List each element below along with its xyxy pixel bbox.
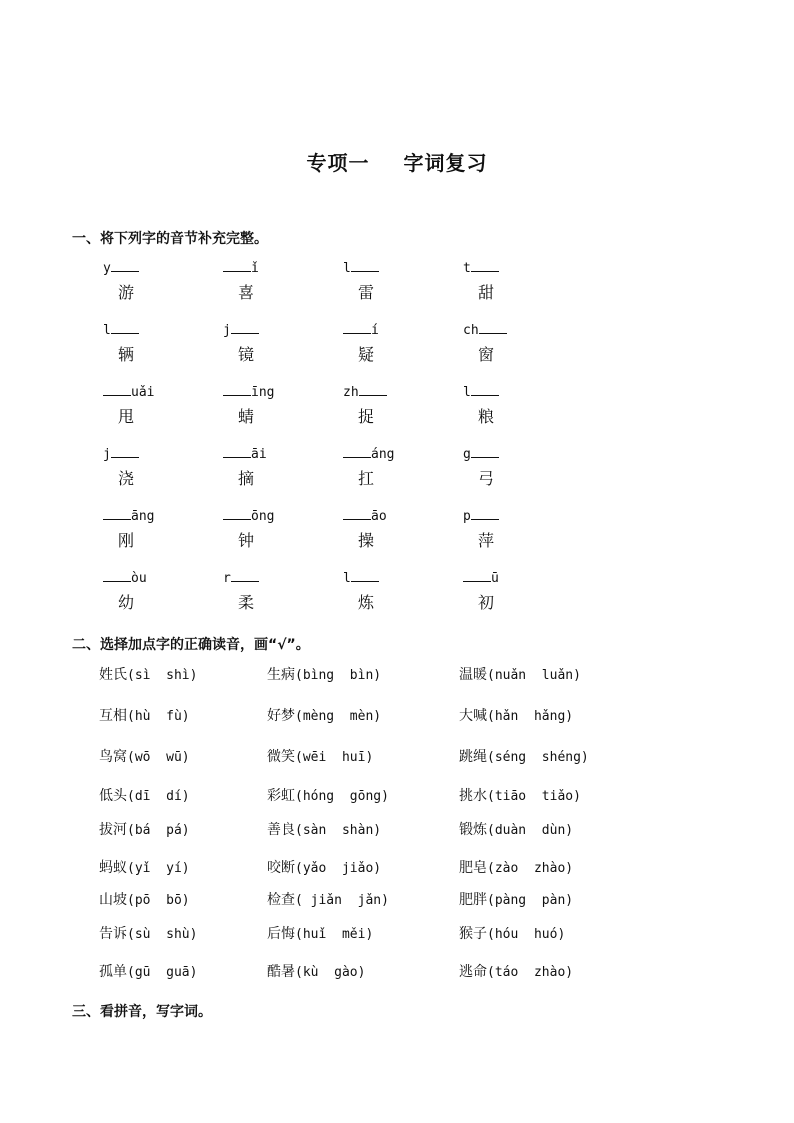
syllable-pinyin (103, 444, 203, 464)
syllable-item (463, 320, 563, 370)
fill-blank[interactable] (111, 320, 139, 334)
syllable-pinyin (343, 506, 443, 526)
section2-row (0, 664, 794, 705)
pronunciation-question[interactable] (267, 746, 373, 766)
fill-blank[interactable] (111, 444, 139, 458)
syllable-character: 浇 (118, 469, 135, 488)
question-word: 温暖 (459, 667, 487, 683)
syllable-item (343, 258, 443, 308)
pronunciation-question[interactable] (99, 664, 197, 684)
fill-blank[interactable] (471, 444, 499, 458)
pinyin-suffix: í (371, 323, 379, 338)
fill-blank[interactable] (471, 258, 499, 272)
syllable-pinyin (223, 382, 323, 402)
syllable-character: 辆 (118, 345, 135, 364)
pinyin-options[interactable]: (sù shù) (127, 927, 198, 942)
question-word: 锻炼 (459, 822, 487, 838)
fill-blank[interactable] (223, 506, 251, 520)
pinyin-suffix: āng (131, 509, 155, 524)
syllable-item (223, 444, 323, 494)
pinyin-options[interactable]: (tiāo tiǎo) (487, 789, 581, 804)
fill-blank[interactable] (351, 568, 379, 582)
pinyin-options[interactable]: (kù gào) (295, 965, 366, 980)
syllable-character: 蜻 (238, 407, 255, 426)
syllable-item (103, 320, 203, 370)
syllable-item (463, 258, 563, 308)
pronunciation-question[interactable] (99, 746, 190, 766)
syllable-item (223, 506, 323, 556)
section2-row (0, 819, 794, 857)
question-word: 跳绳 (459, 749, 487, 765)
syllable-character: 幼 (118, 593, 135, 612)
pinyin-prefix: j (103, 447, 111, 462)
pronunciation-question[interactable] (267, 819, 381, 839)
pinyin-options[interactable]: (wēi huī) (295, 750, 374, 765)
pinyin-prefix: zh (343, 385, 359, 400)
pronunciation-question[interactable] (267, 889, 389, 909)
syllable-character: 粮 (478, 407, 495, 426)
pronunciation-question[interactable] (459, 746, 589, 766)
syllable-character: 钟 (238, 531, 255, 550)
syllable-item (103, 506, 203, 556)
pinyin-options[interactable]: (yǐ yí) (127, 861, 190, 876)
syllable-character: 操 (358, 531, 375, 550)
pinyin-prefix: g (463, 447, 471, 462)
question-word: 肥胖 (459, 892, 487, 908)
pinyin-suffix: uǎi (131, 385, 155, 400)
pinyin-prefix: r (223, 571, 231, 586)
pronunciation-question[interactable] (99, 785, 190, 805)
syllable-character: 镜 (238, 345, 255, 364)
syllable-pinyin (343, 382, 443, 402)
syllable-pinyin (223, 320, 323, 340)
fill-blank[interactable] (359, 382, 387, 396)
syllable-pinyin (103, 382, 203, 402)
pronunciation-question[interactable] (459, 889, 573, 909)
pronunciation-question[interactable] (99, 889, 190, 909)
syllable-item (343, 568, 443, 618)
syllable-pinyin (223, 568, 323, 588)
syllable-item (343, 382, 443, 432)
pinyin-options[interactable]: (yǎo jiǎo) (295, 861, 382, 876)
pinyin-suffix: āi (251, 447, 267, 462)
question-word: 鸟窝 (99, 749, 127, 765)
syllable-character: 捉 (358, 407, 375, 426)
pinyin-options[interactable]: (séng shéng) (487, 750, 589, 765)
pinyin-suffix: ǐ (251, 261, 259, 276)
syllable-pinyin (223, 258, 323, 278)
syllable-pinyin (223, 444, 323, 464)
syllable-item (103, 258, 203, 308)
pinyin-suffix: ōng (251, 509, 275, 524)
pronunciation-question[interactable] (459, 857, 573, 877)
question-word: 大喊 (459, 708, 487, 724)
syllable-pinyin (103, 258, 203, 278)
pinyin-suffix: òu (131, 571, 147, 586)
syllable-item (463, 382, 563, 432)
syllable-item (103, 444, 203, 494)
pinyin-suffix: ū (491, 571, 499, 586)
question-word: 检查 (267, 892, 295, 908)
syllable-item (103, 382, 203, 432)
fill-blank[interactable] (111, 258, 139, 272)
fill-blank[interactable] (103, 568, 131, 582)
pinyin-options[interactable]: ( jiǎn jǎn) (295, 893, 389, 908)
question-word: 告诉 (99, 926, 127, 942)
pronunciation-question[interactable] (99, 857, 190, 877)
syllable-pinyin (463, 568, 563, 588)
question-word: 孤单 (99, 964, 127, 980)
syllable-character: 萍 (478, 531, 495, 550)
pinyin-options[interactable]: (nuǎn luǎn) (487, 668, 581, 683)
pinyin-options[interactable]: (duàn dùn) (487, 823, 574, 838)
syllable-character: 喜 (238, 283, 255, 302)
pronunciation-question[interactable] (459, 961, 573, 981)
pinyin-options[interactable]: (bá pá) (127, 823, 190, 838)
syllable-item (223, 568, 323, 618)
section1-row (0, 444, 794, 506)
fill-blank[interactable] (471, 506, 499, 520)
question-word: 后悔 (267, 926, 295, 942)
section3-heading: 三、看拼音，写字词。 (72, 1004, 212, 1020)
fill-blank[interactable] (463, 568, 491, 582)
question-word: 猴子 (459, 926, 487, 942)
pinyin-suffix: áng (371, 447, 395, 462)
section2-row (0, 923, 794, 961)
syllable-pinyin (343, 568, 443, 588)
syllable-pinyin (463, 258, 563, 278)
section2-row (0, 785, 794, 819)
syllable-pinyin (103, 320, 203, 340)
pinyin-suffix: āo (371, 509, 387, 524)
pinyin-prefix: l (343, 571, 351, 586)
pinyin-options[interactable]: (bìng bìn) (295, 668, 382, 683)
question-word: 蚂蚁 (99, 860, 127, 876)
question-word: 好梦 (267, 708, 295, 724)
question-word: 山坡 (99, 892, 127, 908)
syllable-character: 游 (118, 283, 135, 302)
question-word: 肥皂 (459, 860, 487, 876)
pinyin-options[interactable]: (pō bō) (127, 893, 190, 908)
syllable-character: 扛 (358, 469, 375, 488)
syllable-item (103, 568, 203, 618)
section2-heading: 二、选择加点字的正确读音，画“√”。 (72, 637, 310, 653)
syllable-item (463, 506, 563, 556)
syllable-character: 窗 (478, 345, 495, 364)
question-word: 拔河 (99, 822, 127, 838)
syllable-pinyin (463, 444, 563, 464)
question-word: 酷暑 (267, 964, 295, 980)
pinyin-options[interactable]: (huǐ měi) (295, 927, 374, 942)
pronunciation-question[interactable] (267, 785, 389, 805)
fill-blank[interactable] (479, 320, 507, 334)
fill-blank[interactable] (231, 568, 259, 582)
question-word: 彩虹 (267, 788, 295, 804)
section2-row (0, 705, 794, 746)
syllable-item (223, 258, 323, 308)
section2-row (0, 889, 794, 923)
title-part1: 专项一 (306, 151, 370, 175)
fill-blank[interactable] (223, 382, 251, 396)
fill-blank[interactable] (351, 258, 379, 272)
pinyin-options[interactable]: (sì shì) (127, 668, 198, 683)
pinyin-options[interactable]: (hóu huó) (487, 927, 566, 942)
fill-blank[interactable] (471, 382, 499, 396)
question-word: 善良 (267, 822, 295, 838)
fill-blank[interactable] (223, 258, 251, 272)
fill-blank[interactable] (231, 320, 259, 334)
syllable-pinyin (463, 320, 563, 340)
section1-heading: 一、将下列字的音节补充完整。 (72, 231, 268, 247)
section2-grid (0, 664, 794, 999)
syllable-pinyin (343, 320, 443, 340)
pinyin-options[interactable]: (dī dí) (127, 789, 190, 804)
pinyin-options[interactable]: (hǎn hǎng) (487, 709, 574, 724)
section1-grid (0, 258, 794, 630)
page-title (0, 147, 794, 176)
syllable-character: 摘 (238, 469, 255, 488)
syllable-item (343, 444, 443, 494)
question-word: 咬断 (267, 860, 295, 876)
question-word: 姓氏 (99, 667, 127, 683)
fill-blank[interactable] (343, 506, 371, 520)
section1-row (0, 320, 794, 382)
syllable-character: 疑 (358, 345, 375, 364)
pronunciation-question[interactable] (267, 961, 365, 981)
pronunciation-question[interactable] (99, 705, 190, 725)
pronunciation-question[interactable] (459, 785, 581, 805)
fill-blank[interactable] (103, 506, 131, 520)
syllable-item (463, 444, 563, 494)
fill-blank[interactable] (343, 444, 371, 458)
fill-blank[interactable] (343, 320, 371, 334)
section2-row (0, 746, 794, 785)
syllable-pinyin (223, 506, 323, 526)
section1-row (0, 382, 794, 444)
pinyin-prefix: l (103, 323, 111, 338)
fill-blank[interactable] (103, 382, 131, 396)
pinyin-prefix: t (463, 261, 471, 276)
pronunciation-question[interactable] (459, 705, 573, 725)
pronunciation-question[interactable] (459, 923, 565, 943)
pinyin-prefix: l (463, 385, 471, 400)
syllable-item (343, 320, 443, 370)
section1-row (0, 258, 794, 320)
pronunciation-question[interactable] (267, 705, 381, 725)
pronunciation-question[interactable] (459, 664, 581, 684)
syllable-pinyin (463, 382, 563, 402)
question-word: 生病 (267, 667, 295, 683)
pinyin-options[interactable]: (táo zhào) (487, 965, 574, 980)
question-word: 微笑 (267, 749, 295, 765)
syllable-character: 柔 (238, 593, 255, 612)
pronunciation-question[interactable] (267, 664, 381, 684)
section1-row (0, 568, 794, 630)
pinyin-options[interactable]: (sàn shàn) (295, 823, 382, 838)
syllable-character: 甩 (118, 407, 135, 426)
syllable-pinyin (343, 444, 443, 464)
syllable-item (343, 506, 443, 556)
syllable-character: 弓 (478, 469, 495, 488)
pinyin-options[interactable]: (wō wū) (127, 750, 190, 765)
syllable-pinyin (103, 506, 203, 526)
pinyin-prefix: l (343, 261, 351, 276)
pinyin-options[interactable]: (hóng gōng) (295, 789, 389, 804)
pinyin-options[interactable]: (zào zhào) (487, 861, 574, 876)
pronunciation-question[interactable] (99, 819, 190, 839)
pronunciation-question[interactable] (99, 923, 197, 943)
syllable-character: 炼 (358, 593, 375, 612)
syllable-item (223, 382, 323, 432)
title-part2: 字词复习 (403, 151, 488, 175)
question-word: 挑水 (459, 788, 487, 804)
pinyin-options[interactable]: (gū guā) (127, 965, 198, 980)
pronunciation-question[interactable] (99, 961, 197, 981)
question-word: 逃命 (459, 964, 487, 980)
pronunciation-question[interactable] (267, 857, 381, 877)
syllable-pinyin (343, 258, 443, 278)
syllable-item (463, 568, 563, 618)
question-word: 互相 (99, 708, 127, 724)
pinyin-suffix: īng (251, 385, 275, 400)
syllable-character: 初 (478, 593, 495, 612)
syllable-pinyin (463, 506, 563, 526)
section2-row (0, 857, 794, 889)
question-word: 低头 (99, 788, 127, 804)
pronunciation-question[interactable] (267, 923, 373, 943)
syllable-character: 甜 (478, 283, 495, 302)
section2-row (0, 961, 794, 999)
syllable-item (223, 320, 323, 370)
pinyin-options[interactable]: (pàng pàn) (487, 893, 574, 908)
pronunciation-question[interactable] (459, 819, 573, 839)
fill-blank[interactable] (223, 444, 251, 458)
pinyin-prefix: y (103, 261, 111, 276)
pinyin-prefix: ch (463, 323, 479, 338)
pinyin-options[interactable]: (hù fù) (127, 709, 190, 724)
pinyin-prefix: j (223, 323, 231, 338)
syllable-character: 刚 (118, 531, 135, 550)
section1-row (0, 506, 794, 568)
pinyin-options[interactable]: (mèng mèn) (295, 709, 382, 724)
syllable-pinyin (103, 568, 203, 588)
pinyin-prefix: p (463, 509, 471, 524)
syllable-character: 雷 (358, 283, 375, 302)
